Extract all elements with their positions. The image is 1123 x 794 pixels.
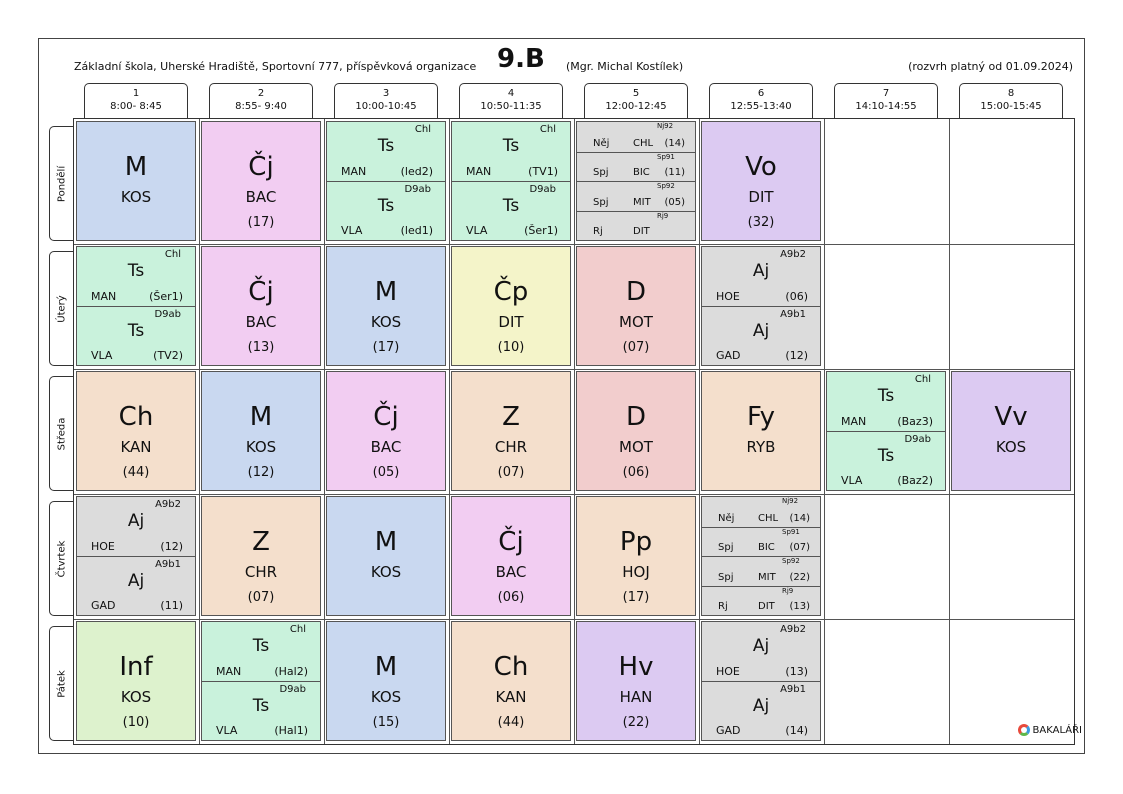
lesson-room: (Šer1) <box>149 290 183 303</box>
lesson-room: (14) <box>789 512 810 524</box>
lesson-teacher: VLA <box>841 474 863 487</box>
lesson-teacher: BAC <box>370 438 402 456</box>
lesson-group-part <box>702 527 820 557</box>
lesson-teacher: KOS <box>120 688 152 706</box>
lesson-subject: Něj <box>593 137 610 149</box>
lesson-teacher: VLA <box>341 224 363 237</box>
lesson-subject: Ch <box>493 652 529 682</box>
lesson-room: (05) <box>372 465 400 480</box>
period-time: 8:00- 8:45 <box>110 101 162 112</box>
lesson-cell <box>326 121 446 241</box>
grid-column-divider <box>199 119 200 744</box>
lesson-room: (07) <box>789 542 810 553</box>
lesson-cell <box>326 496 446 616</box>
lesson-cell <box>451 496 571 616</box>
lesson-group-part <box>702 306 820 365</box>
lesson-teacher: KOS <box>370 688 402 706</box>
lesson-subject: D <box>625 277 647 307</box>
lesson-subject: Vv <box>994 402 1028 432</box>
lesson-subject: Spj <box>593 167 609 178</box>
lesson-content <box>702 372 820 486</box>
lesson-teacher: BAC <box>495 563 527 581</box>
lesson-cell <box>326 371 446 491</box>
lesson-subject: Ts <box>127 261 145 281</box>
day-tab <box>49 376 74 491</box>
class-title: 9.B <box>497 44 545 74</box>
lesson-content <box>452 497 570 611</box>
lesson-teacher: MAN <box>841 415 867 428</box>
lesson-cell <box>451 621 571 741</box>
lesson-room <box>952 460 1070 486</box>
lesson-group: D9ab <box>404 184 431 195</box>
lesson-cell <box>201 121 321 241</box>
lesson-subject: Rj <box>718 601 728 612</box>
lesson-room: (17) <box>622 590 650 605</box>
lesson-cell <box>576 621 696 741</box>
lesson-content <box>702 122 820 236</box>
lesson-group: A9b2 <box>780 624 806 635</box>
bakalari-logo-text: BAKALÁŘI <box>1032 724 1082 736</box>
lesson-subject: Hv <box>618 652 654 682</box>
lesson-room: (10) <box>122 715 150 730</box>
lesson-teacher: HOE <box>91 540 115 553</box>
lesson-subject: Ts <box>377 196 395 216</box>
day-label: Středa <box>56 417 68 450</box>
lesson-subject: Ts <box>877 386 895 406</box>
lesson-subject: Čp <box>493 277 529 307</box>
timetable-grid <box>73 118 1075 745</box>
lesson-room: (05) <box>664 196 685 208</box>
lesson-cell <box>576 496 696 616</box>
lesson-cell <box>76 246 196 366</box>
lesson-group-part <box>77 556 195 615</box>
lesson-cell <box>576 371 696 491</box>
period-time: 12:55-13:40 <box>730 101 792 112</box>
lesson-group: A9b1 <box>780 309 806 320</box>
lesson-cell <box>201 371 321 491</box>
lesson-group: Chl <box>914 374 931 385</box>
lesson-room: (07) <box>247 590 275 605</box>
lesson-teacher: MIT <box>633 196 651 208</box>
lesson-teacher: CHR <box>494 438 528 456</box>
lesson-room: (13) <box>247 340 275 355</box>
lesson-group: Sp92 <box>657 182 675 190</box>
lesson-group-part <box>702 497 820 527</box>
period-time: 10:00-10:45 <box>355 101 417 112</box>
lesson-room: (07) <box>622 340 650 355</box>
lesson-subject: Vo <box>745 152 777 182</box>
lesson-group: Chl <box>539 124 556 135</box>
lesson-cell <box>451 371 571 491</box>
lesson-cell <box>326 246 446 366</box>
lesson-room: (12) <box>785 349 808 362</box>
lesson-room: (12) <box>247 465 275 480</box>
period-tab <box>584 83 688 118</box>
lesson-cell <box>76 371 196 491</box>
day-label: Pátek <box>56 669 68 698</box>
lesson-cell <box>826 371 946 491</box>
lesson-teacher: GAD <box>91 599 116 612</box>
lesson-cell <box>201 621 321 741</box>
lesson-room: (12) <box>160 540 183 553</box>
lesson-room <box>77 210 195 236</box>
lesson-group: Rj9 <box>657 211 669 220</box>
period-number: 1 <box>132 88 140 99</box>
lesson-subject: Ts <box>252 696 270 716</box>
lesson-subject: M <box>124 152 148 182</box>
lesson-group: Chl <box>414 124 431 135</box>
lesson-teacher: BAC <box>245 313 277 331</box>
day-label: Čtvrtek <box>56 540 68 577</box>
day-label: Úterý <box>56 294 68 323</box>
period-tab <box>334 83 438 118</box>
grid-column-divider <box>449 119 450 744</box>
lesson-group: D9ab <box>279 684 306 695</box>
lesson-content <box>327 247 445 361</box>
lesson-teacher: CHR <box>244 563 278 581</box>
lesson-subject: M <box>374 277 398 307</box>
lesson-teacher: DIT <box>758 601 775 612</box>
grid-row-divider <box>74 619 1074 620</box>
lesson-content <box>327 622 445 736</box>
validity-note: (rozvrh platný od 01.09.2024) <box>908 60 1073 73</box>
grid-column-divider <box>824 119 825 744</box>
lesson-subject: Ts <box>877 446 895 466</box>
grid-column-divider <box>699 119 700 744</box>
lesson-group-part <box>77 497 195 556</box>
lesson-group-part <box>202 681 320 740</box>
lesson-group-part <box>702 586 820 616</box>
lesson-subject: Inf <box>119 652 153 682</box>
lesson-subject: Aj <box>752 321 770 341</box>
lesson-group: Rj9 <box>782 586 794 595</box>
period-tab <box>709 83 813 118</box>
lesson-content <box>577 622 695 736</box>
lesson-subject: Aj <box>752 636 770 656</box>
lesson-group: A9b1 <box>780 684 806 695</box>
day-tab <box>49 251 74 366</box>
lesson-subject: Aj <box>752 261 770 281</box>
lesson-room: (11) <box>664 167 685 178</box>
period-tab <box>84 83 188 118</box>
lesson-group-part <box>827 372 945 431</box>
lesson-content <box>77 122 195 236</box>
lesson-teacher: CHL <box>758 512 779 524</box>
lesson-subject: Z <box>502 402 520 432</box>
period-number: 7 <box>882 88 890 99</box>
period-number: 6 <box>757 88 765 99</box>
lesson-group: A9b2 <box>780 249 806 260</box>
lesson-group: Nj92 <box>782 497 799 505</box>
lesson-group-part <box>202 622 320 681</box>
lesson-room: (32) <box>747 215 775 230</box>
lesson-content <box>577 497 695 611</box>
lesson-room: (22) <box>789 571 810 583</box>
period-tab <box>459 83 563 118</box>
lesson-room: (15) <box>372 715 400 730</box>
lesson-subject: Ch <box>118 402 154 432</box>
lesson-content <box>77 372 195 486</box>
lesson-teacher: MIT <box>758 571 776 583</box>
lesson-subject: Něj <box>718 512 735 524</box>
lesson-group-part <box>577 152 695 182</box>
lesson-teacher: KOS <box>120 188 152 206</box>
lesson-cell <box>201 246 321 366</box>
lesson-room <box>702 460 820 486</box>
lesson-room: (led2) <box>400 165 433 178</box>
lesson-teacher: GAD <box>716 349 741 362</box>
lesson-teacher: HOJ <box>622 563 650 581</box>
lesson-subject: M <box>374 527 398 557</box>
lesson-cell <box>326 621 446 741</box>
lesson-group: D9ab <box>154 309 181 320</box>
lesson-group: A9b1 <box>155 559 181 570</box>
lesson-group: A9b2 <box>155 499 181 510</box>
lesson-cell <box>701 621 821 741</box>
grid-column-divider <box>324 119 325 744</box>
period-tab <box>959 83 1063 118</box>
lesson-room: (44) <box>122 465 150 480</box>
lesson-teacher: BIC <box>633 167 650 178</box>
lesson-content <box>452 372 570 486</box>
lesson-subject: Ts <box>127 321 145 341</box>
lesson-room: (13) <box>789 601 810 612</box>
lesson-room: (07) <box>497 465 525 480</box>
period-time: 14:10-14:55 <box>855 101 917 112</box>
lesson-subject: Čj <box>248 152 274 182</box>
lesson-content <box>577 247 695 361</box>
lesson-subject: Čj <box>248 277 274 307</box>
lesson-teacher: GAD <box>716 724 741 737</box>
lesson-teacher: VLA <box>91 349 113 362</box>
grid-row-divider <box>74 369 1074 370</box>
lesson-group-part <box>77 247 195 306</box>
lesson-content <box>327 372 445 486</box>
lesson-room: (Baz3) <box>897 415 933 428</box>
period-number: 5 <box>632 88 640 99</box>
lesson-room: (10) <box>497 340 525 355</box>
lesson-subject: Aj <box>127 571 145 591</box>
lesson-group-part <box>327 122 445 181</box>
lesson-teacher: HAN <box>619 688 653 706</box>
lesson-teacher: MAN <box>91 290 117 303</box>
lesson-group-part <box>702 681 820 740</box>
lesson-cell <box>451 246 571 366</box>
lesson-room: (led1) <box>400 224 433 237</box>
lesson-cell <box>576 246 696 366</box>
lesson-subject: Čj <box>498 527 524 557</box>
lesson-cell <box>701 371 821 491</box>
lesson-group-part <box>452 181 570 240</box>
lesson-group-part <box>702 556 820 586</box>
lesson-subject: M <box>374 652 398 682</box>
lesson-teacher: CHL <box>633 137 654 149</box>
lesson-cell <box>701 246 821 366</box>
lesson-teacher: HOE <box>716 665 740 678</box>
lesson-group-part <box>452 122 570 181</box>
lesson-teacher: VLA <box>216 724 238 737</box>
lesson-teacher: KOS <box>245 438 277 456</box>
grid-row-divider <box>74 244 1074 245</box>
lesson-teacher: HOE <box>716 290 740 303</box>
grid-row-divider <box>74 494 1074 495</box>
period-time: 15:00-15:45 <box>980 101 1042 112</box>
class-teacher: (Mgr. Michal Kostílek) <box>566 60 684 73</box>
lesson-teacher: MOT <box>619 313 653 331</box>
lesson-cell <box>76 121 196 241</box>
lesson-room: (06) <box>622 465 650 480</box>
period-time: 10:50-11:35 <box>480 101 542 112</box>
lesson-group: Sp91 <box>782 527 800 536</box>
lesson-group-part <box>827 431 945 490</box>
lesson-teacher: MAN <box>466 165 492 178</box>
grid-column-divider <box>574 119 575 744</box>
period-number: 8 <box>1007 88 1015 99</box>
day-tab <box>49 126 74 241</box>
lesson-content <box>202 247 320 361</box>
lesson-subject: D <box>625 402 647 432</box>
bakalari-logo-icon <box>1018 724 1030 736</box>
lesson-teacher: VLA <box>466 224 488 237</box>
lesson-room: (13) <box>785 665 808 678</box>
lesson-group-part <box>577 181 695 211</box>
lesson-subject: Ts <box>502 136 520 156</box>
lesson-room: (17) <box>247 215 275 230</box>
lesson-cell <box>576 121 696 241</box>
day-label: Pondělí <box>56 165 68 202</box>
lesson-teacher: MOT <box>619 438 653 456</box>
lesson-content <box>202 497 320 611</box>
lesson-subject: Ts <box>252 636 270 656</box>
lesson-teacher: DIT <box>498 313 524 331</box>
lesson-teacher: MAN <box>341 165 367 178</box>
lesson-teacher: MAN <box>216 665 242 678</box>
lesson-room: (14) <box>664 137 685 149</box>
school-name: Základní škola, Uherské Hradiště, Sportovní 777, příspěvková organizace <box>74 60 477 73</box>
lesson-content <box>452 247 570 361</box>
lesson-content <box>202 372 320 486</box>
lesson-group: Sp91 <box>657 152 675 161</box>
period-tab <box>834 83 938 118</box>
lesson-teacher: DIT <box>633 226 650 237</box>
period-tab <box>209 83 313 118</box>
lesson-subject: Pp <box>619 527 653 557</box>
lesson-room <box>327 585 445 611</box>
lesson-group-part <box>702 247 820 306</box>
lesson-teacher: BIC <box>758 542 775 553</box>
lesson-teacher: RYB <box>746 438 776 456</box>
lesson-subject: Rj <box>593 226 603 237</box>
lesson-cell <box>951 371 1071 491</box>
period-time: 12:00-12:45 <box>605 101 667 112</box>
lesson-group-part <box>327 181 445 240</box>
lesson-content <box>952 372 1070 486</box>
lesson-content <box>577 372 695 486</box>
grid-column-divider <box>949 119 950 744</box>
lesson-room: (06) <box>785 290 808 303</box>
day-tab <box>49 626 74 741</box>
lesson-group-part <box>577 122 695 152</box>
lesson-room: (Šer1) <box>524 224 558 237</box>
lesson-group-part <box>77 306 195 365</box>
lesson-group: D9ab <box>529 184 556 195</box>
lesson-teacher: BAC <box>245 188 277 206</box>
period-number: 3 <box>382 88 390 99</box>
lesson-content <box>452 622 570 736</box>
lesson-cell <box>701 496 821 616</box>
lesson-group-part <box>577 211 695 241</box>
lesson-subject: Z <box>252 527 270 557</box>
lesson-room: (22) <box>622 715 650 730</box>
lesson-room: (06) <box>497 590 525 605</box>
lesson-cell <box>201 496 321 616</box>
lesson-content <box>202 122 320 236</box>
lesson-teacher: KAN <box>495 688 527 706</box>
lesson-subject: Aj <box>127 511 145 531</box>
lesson-cell <box>76 621 196 741</box>
lesson-group: Nj92 <box>657 122 674 130</box>
lesson-cell <box>76 496 196 616</box>
lesson-teacher: KOS <box>370 313 402 331</box>
lesson-room: (11) <box>160 599 183 612</box>
lesson-room: (Baz2) <box>897 474 933 487</box>
lesson-subject: Ts <box>502 196 520 216</box>
lesson-subject: M <box>249 402 273 432</box>
lesson-teacher: KOS <box>370 563 402 581</box>
lesson-teacher: DIT <box>748 188 774 206</box>
lesson-subject: Aj <box>752 696 770 716</box>
lesson-subject: Čj <box>373 402 399 432</box>
lesson-group: Chl <box>289 624 306 635</box>
period-number: 2 <box>257 88 265 99</box>
lesson-subject: Fy <box>747 402 775 432</box>
bakalari-logo <box>1018 724 1082 736</box>
lesson-cell <box>451 121 571 241</box>
period-number: 4 <box>507 88 515 99</box>
lesson-subject: Spj <box>718 542 734 553</box>
lesson-subject: Spj <box>718 571 734 583</box>
lesson-room: (Hal2) <box>274 665 308 678</box>
lesson-group: Sp92 <box>782 557 800 565</box>
lesson-group-part <box>702 622 820 681</box>
lesson-room: (44) <box>497 715 525 730</box>
lesson-room: (14) <box>785 724 808 737</box>
lesson-room: (17) <box>372 340 400 355</box>
day-tab <box>49 501 74 616</box>
lesson-teacher: KOS <box>995 438 1027 456</box>
lesson-room: (TV1) <box>528 165 558 178</box>
lesson-subject: Ts <box>377 136 395 156</box>
lesson-group: Chl <box>164 249 181 260</box>
lesson-teacher: KAN <box>120 438 152 456</box>
lesson-content <box>77 622 195 736</box>
lesson-subject: Spj <box>593 196 609 208</box>
period-time: 8:55- 9:40 <box>235 101 287 112</box>
lesson-room: (Hal1) <box>274 724 308 737</box>
lesson-content <box>327 497 445 611</box>
lesson-cell <box>701 121 821 241</box>
lesson-group: D9ab <box>904 434 931 445</box>
lesson-room: (TV2) <box>153 349 183 362</box>
